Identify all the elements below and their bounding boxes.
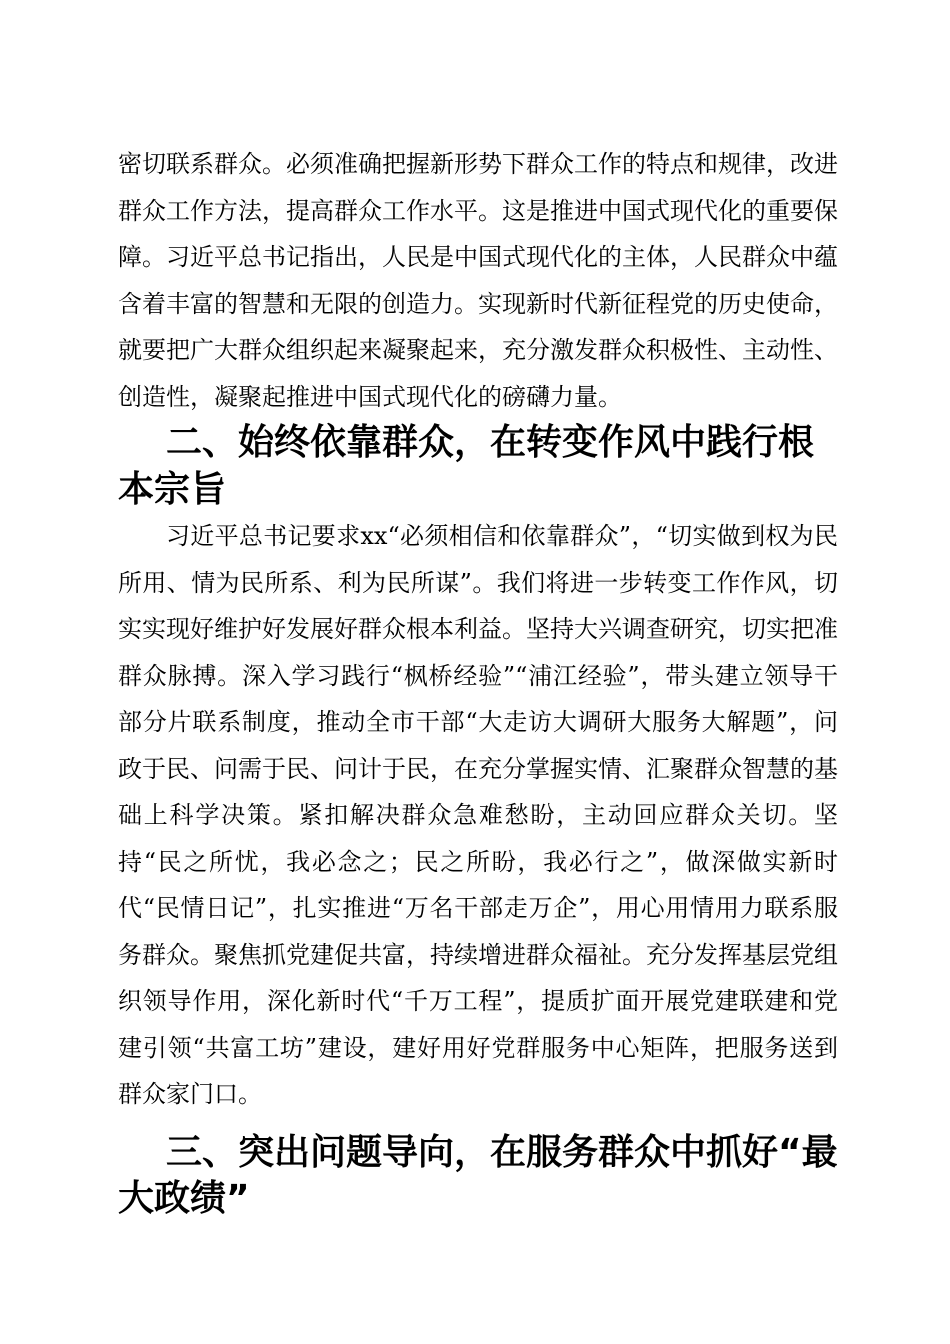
document-body [118, 141, 838, 1223]
body-paragraph-1: 密切联系群众。必须准确把握新形势下群众工作的特点和规律，改进群众工作方法，提高群众工作水平。这是推进中国式现代化的重要保障。习近平总书记指出，人民是中国式现代化的主体，人民群众中蕴含着丰富的智慧和无限的创造力。实现新时代新征程党的历史使命，就要把广大群众组织起来凝聚起来，充分激发群众积极性、主动性、创造性，凝聚起推进中国式现代化的磅礴力量。 [118, 150, 838, 411]
section-heading-3: 三、突出问题导向，在服务群众中抓好“最大政绩” [118, 1131, 838, 1219]
body-paragraph-2: 习近平总书记要求xx“必须相信和依靠群众”，“切实做到权为民所用、情为民所系、利为民所谋”。我们将进一步转变工作作风，切实实现好维护好发展好群众根本利益。坚持大兴调查研究，切实把准群众脉搏。深入学习践行“枫桥经验”“浦江经验”，带头建立领导干部分片联系制度，推动全市干部“大走访大调研大服务大解题”，问政于民、问需于民、问计于民，在充分掌握实情、汇聚群众智慧的基础上科学决策。紧扣解决群众急难愁盼，主动回应群众关切。坚持“民之所忧，我必念之；民之所盼，我必行之”，做深做实新时代“民情日记”，扎实推进“万名干部走万企”，用心用情用力联系服务群众。聚焦抓党建促共富，持续增进群众福祉。充分发挥基层党组织领导作用，深化新时代“千万工程”，提质扩面开展党建联建和党建引领“共富工坊”建设，建好用好党群服务中心矩阵，把服务送到群众家门口。 [118, 522, 838, 1108]
section-heading-2: 二、始终依靠群众，在转变作风中践行根本宗旨 [118, 422, 815, 510]
